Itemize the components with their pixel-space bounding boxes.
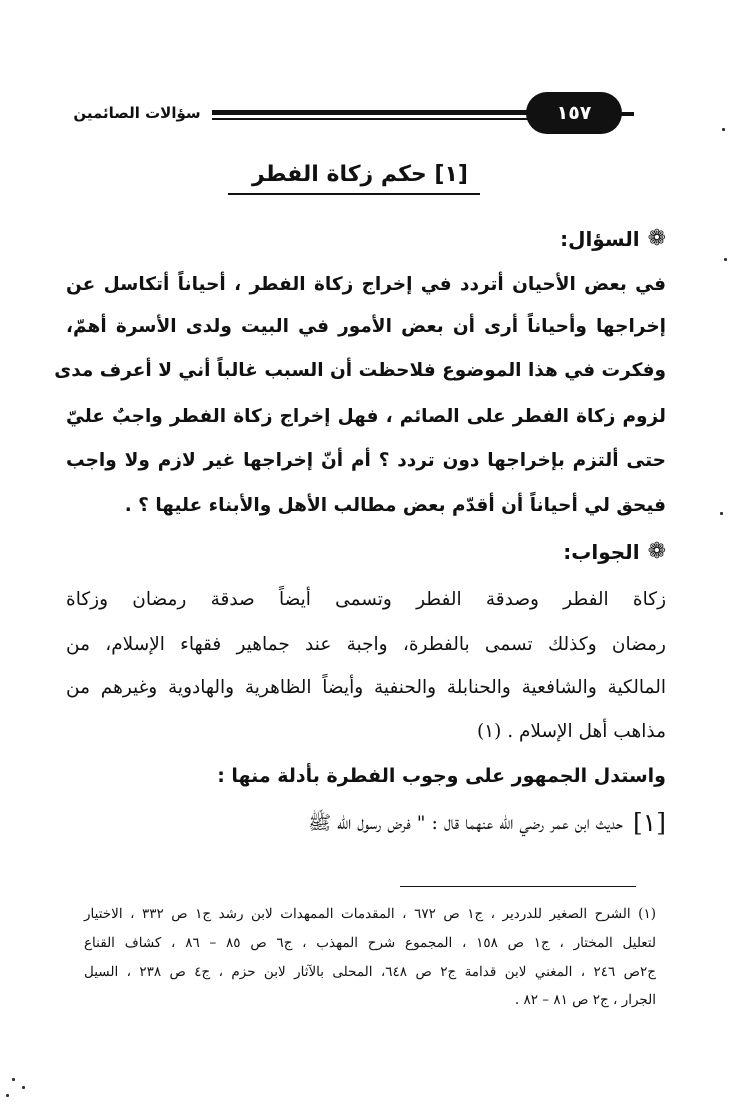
footnote-line: (١) الشرح الصغير للدردير ، ج١ ص ٦٧٢ ، المقدمات الممهدات لابن رشد ج١ ص ٣٣٢ ، الاختيار: [84, 906, 656, 922]
running-header-title: سؤالات الصائمين: [73, 104, 201, 122]
header-rule-thin: [212, 118, 530, 120]
flower-ornament-icon: ❁: [647, 226, 666, 251]
header-rule-thick: [212, 110, 530, 115]
scan-speck: [6, 1094, 9, 1097]
page-number-badge: ١٥٧: [526, 92, 622, 134]
question-line: فيحق لي أحياناً أن أقدّم بعض مطالب الأهل والأبناء عليها ؟ .: [124, 495, 666, 516]
chapter-underline: [228, 193, 480, 195]
question-label-text: السؤال:: [560, 227, 640, 251]
flower-ornament-icon: ❁: [647, 539, 666, 564]
question-line: إخراجها وأحياناً أرى أن بعض الأمور في البيت ولدى الأسرة أهمّ،: [66, 316, 666, 337]
scan-speck: [722, 128, 725, 131]
evidence-intro: واستدل الجمهور على وجوب الفطرة بأدلة منها :: [217, 765, 666, 787]
answer-line: زكاة الفطر وصدقة الفطر وتسمى أيضاً صدقة رمضان وزكاة: [66, 589, 666, 610]
footnote-rule: [400, 886, 636, 887]
answer-line: رمضان وكذلك تسمى بالفطرة، واجبة عند جماهير فقهاء الإسلام، من: [66, 634, 666, 655]
footnote-line: لتعليل المختار ، ج١ ص ١٥٨ ، المجموع شرح المهذب ، ج٦ ص ٨٥ – ٨٦ ، كشاف القناع: [84, 935, 656, 951]
answer-label: [563, 533, 666, 571]
header-rule-right: [618, 112, 634, 116]
footnote-line: ج٢ص ٢٤٦ ، المغني لابن قدامة ج٢ ص ٦٤٨، المحلى بالآثار لابن حزم ، ج٤ ص ٢٣٨ ، السيل: [84, 964, 656, 980]
question-line: حتى ألتزم بإخراجها دون تردد ؟ أم أنّ إخراجها غير لازم ولا واجب: [66, 450, 666, 471]
question-line: لزوم زكاة الفطر على الصائم ، فهل إخراج زكاة الفطر واجبٌ عليّ: [66, 406, 666, 427]
footnote-line: الجرار ، ج٢ ص ٨١ – ٨٢ .: [514, 992, 656, 1008]
question-label: [560, 220, 666, 258]
answer-label-text: الجواب:: [563, 540, 640, 564]
scan-speck: [720, 512, 723, 515]
scan-speck: [724, 258, 727, 261]
chapter-title: [١] حكم زكاة الفطر: [252, 162, 468, 187]
answer-line: المالكية والشافعية والحنابلة والحنفية وأيضاً الظاهرية والهادوية وغيرهم من: [66, 677, 666, 698]
answer-line: مذاهب أهل الإسلام . (١): [476, 721, 666, 742]
hadith-line: [308, 802, 666, 844]
hadith-text: حديث ابن عمر رضي الله عنهما قال : " فرض رسول الله ﷺ: [308, 812, 624, 834]
scan-speck: [12, 1078, 15, 1081]
scan-speck: [22, 1086, 25, 1089]
question-line: في بعض الأحيان أتردد في إخراج زكاة الفطر ، أحياناً أتكاسل عن: [66, 274, 666, 295]
question-line: وفكرت في هذا الموضوع فلاحظت أن السبب غالباً أني لا أعرف مدى: [54, 360, 666, 381]
hadith-number: [١]: [633, 808, 666, 837]
